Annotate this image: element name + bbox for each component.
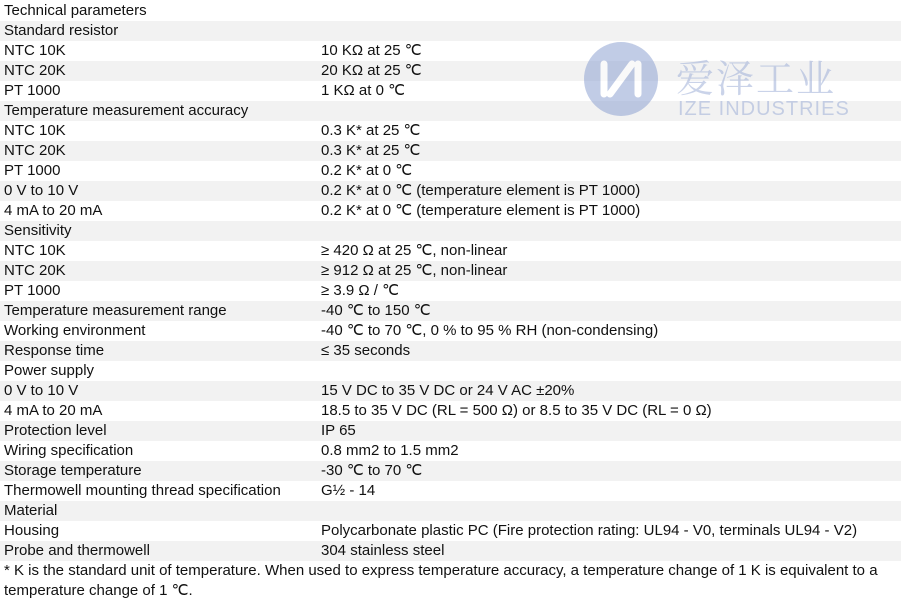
parameter-value: 20 KΩ at 25 ℃ (321, 62, 422, 79)
parameter-value: 10 KΩ at 25 ℃ (321, 42, 422, 59)
parameter-value (318, 221, 901, 241)
parameter-label: Standard resistor (4, 22, 119, 39)
table-row (0, 341, 901, 361)
parameter-value: 15 V DC to 35 V DC or 24 V AC ±20% (321, 382, 575, 399)
table-row (0, 301, 901, 321)
table-row (0, 41, 901, 61)
parameter-value: -30 ℃ to 70 ℃ (321, 462, 423, 479)
parameter-value: ≥ 3.9 Ω / ℃ (321, 282, 399, 299)
parameter-value (318, 501, 901, 521)
parameter-value (318, 1, 901, 21)
table-row (0, 281, 901, 301)
table-row (0, 381, 901, 401)
table-row (0, 21, 901, 41)
parameter-value: 1 KΩ at 0 ℃ (321, 82, 405, 99)
parameter-label: Housing (4, 522, 60, 539)
parameter-label: Thermowell mounting thread specification (4, 482, 281, 499)
parameter-label: Probe and thermowell (4, 542, 150, 559)
parameter-value: 0.3 K* at 25 ℃ (321, 142, 421, 159)
table-row (0, 521, 901, 541)
parameter-label: NTC 20K (4, 262, 66, 279)
parameter-label: Power supply (4, 362, 95, 379)
technical-parameters-table (0, 1, 901, 601)
table-row (0, 181, 901, 201)
parameter-label: 4 mA to 20 mA (4, 402, 103, 419)
table-row (0, 321, 901, 341)
parameter-value (318, 101, 901, 121)
table-row (0, 441, 901, 461)
parameter-value: 0.2 K* at 0 ℃ (321, 162, 413, 179)
parameter-label: NTC 10K (4, 242, 66, 259)
parameter-value: Polycarbonate plastic PC (Fire protection rating: UL94 - V0, terminals UL94 - V2) (321, 522, 858, 539)
table-row (0, 121, 901, 141)
parameter-label: Temperature measurement accuracy (4, 102, 249, 119)
parameter-label: Temperature measurement range (4, 302, 227, 319)
parameter-value (318, 21, 901, 41)
parameter-label: NTC 10K (4, 122, 66, 139)
parameter-value: 18.5 to 35 V DC (RL = 500 Ω) or 8.5 to 35 V DC (RL = 0 Ω) (321, 402, 712, 419)
table-row (0, 461, 901, 481)
parameter-value: ≤ 35 seconds (321, 342, 411, 359)
table-row (0, 101, 901, 121)
parameter-label: Protection level (4, 422, 107, 439)
parameter-label: 0 V to 10 V (4, 382, 79, 399)
table-row (0, 501, 901, 521)
parameter-label: PT 1000 (4, 162, 61, 179)
parameter-value: -40 ℃ to 150 ℃ (321, 302, 431, 319)
parameter-label: Technical parameters (4, 2, 147, 19)
parameter-value: G½ - 14 (321, 482, 376, 499)
table-row (0, 161, 901, 181)
table-row (0, 81, 901, 101)
table-row (0, 541, 901, 561)
table-row (0, 361, 901, 381)
parameter-label: Response time (4, 342, 105, 359)
watermark-english-text: IZE INDUSTRIES (678, 98, 850, 120)
parameter-label: PT 1000 (4, 82, 61, 99)
parameter-value: 0.8 mm2 to 1.5 mm2 (321, 442, 459, 459)
parameter-label: 0 V to 10 V (4, 182, 79, 199)
parameter-value (318, 361, 901, 381)
parameter-value: 0.2 K* at 0 ℃ (temperature element is PT 1000) (321, 182, 641, 199)
table-row (0, 421, 901, 441)
table-row (0, 221, 901, 241)
parameter-label: NTC 20K (4, 62, 66, 79)
parameter-label: NTC 10K (4, 42, 66, 59)
parameter-value: 0.3 K* at 25 ℃ (321, 122, 421, 139)
table-row (0, 481, 901, 501)
table-row (0, 241, 901, 261)
parameter-label: PT 1000 (4, 282, 61, 299)
table-row (0, 61, 901, 81)
table-row (0, 201, 901, 221)
parameter-value: ≥ 912 Ω at 25 ℃, non-linear (321, 262, 508, 279)
parameter-label: Material (4, 502, 58, 519)
parameter-label: Storage temperature (4, 462, 142, 479)
footnote: * K is the standard unit of temperature. When used to express temperature accuracy, a temperature change of 1 K is equivalent to a temperature change of 1 ℃. (4, 562, 878, 599)
parameter-value: -40 ℃ to 70 ℃, 0 % to 95 % RH (non-condensing) (321, 322, 659, 339)
table-row (0, 1, 901, 21)
watermark-chinese-text: 爱泽工业 (676, 57, 837, 101)
table-row (0, 261, 901, 281)
parameter-label: Working environment (4, 322, 146, 339)
parameter-label: Wiring specification (4, 442, 134, 459)
parameter-value: IP 65 (321, 422, 356, 439)
parameter-label: Sensitivity (4, 222, 72, 239)
table-row (0, 141, 901, 161)
parameter-label: 4 mA to 20 mA (4, 202, 103, 219)
parameter-value: 0.2 K* at 0 ℃ (temperature element is PT 1000) (321, 202, 641, 219)
parameter-value: ≥ 420 Ω at 25 ℃, non-linear (321, 242, 508, 259)
parameter-label: NTC 20K (4, 142, 66, 159)
parameter-value: 304 stainless steel (321, 542, 445, 559)
table-row (0, 401, 901, 421)
